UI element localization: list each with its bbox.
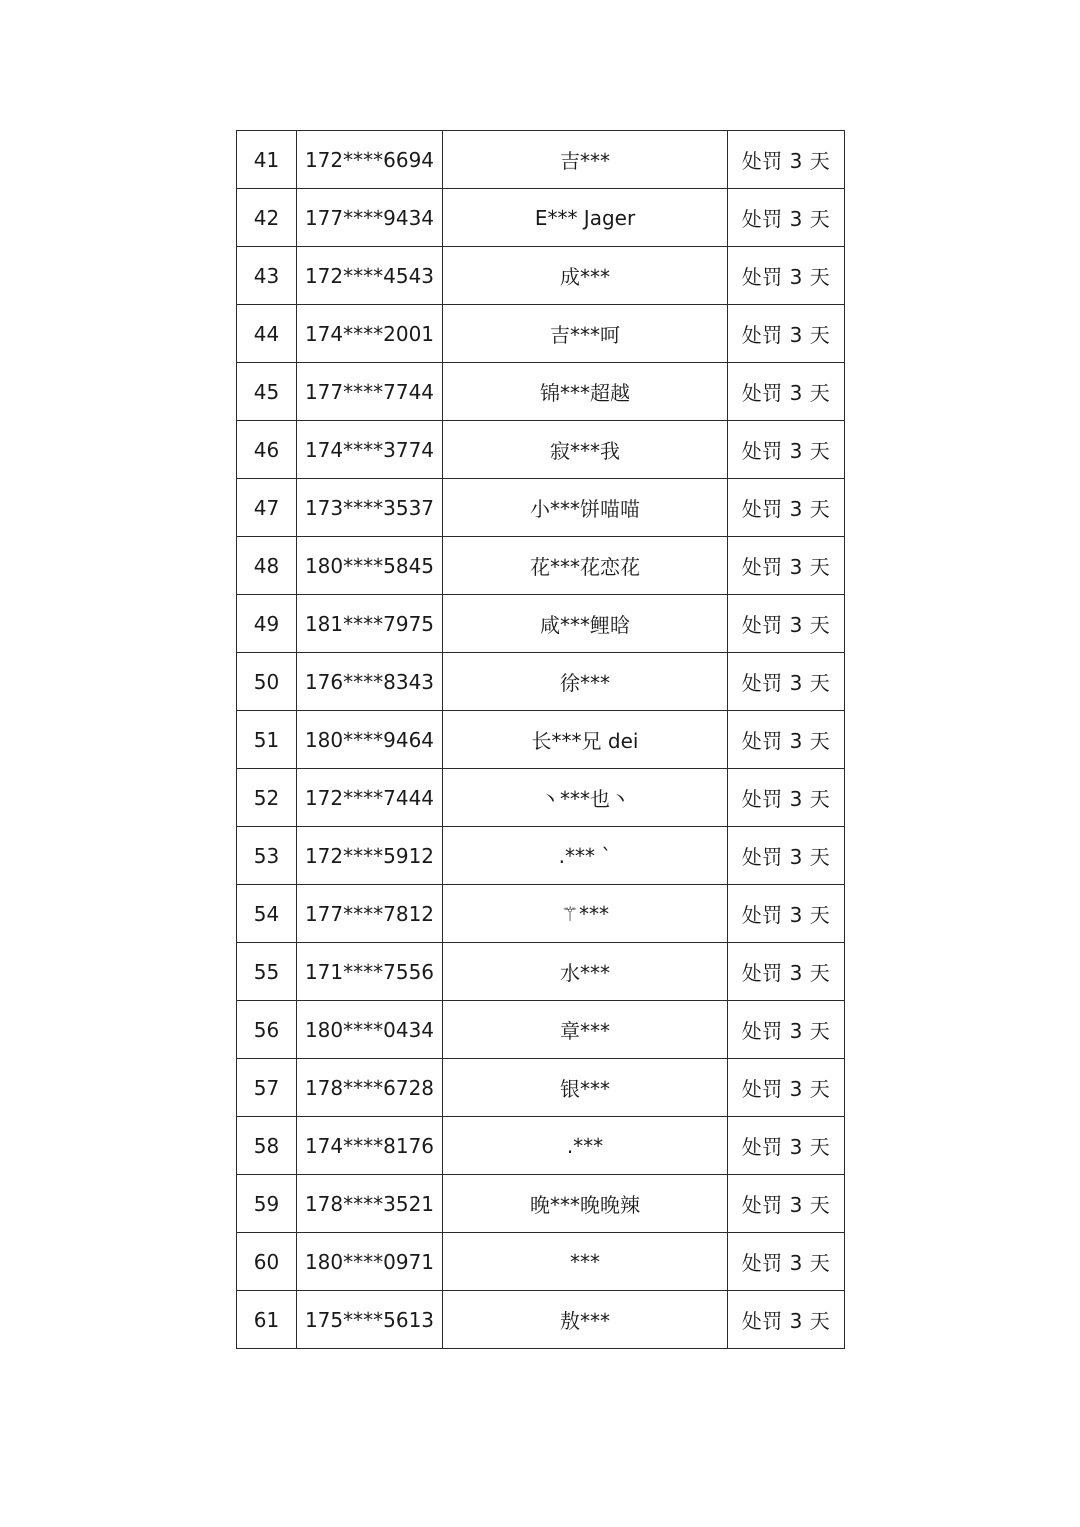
- nickname-cell: 咸***鲤晗: [443, 595, 728, 653]
- nickname-cell: 晚***晚晚辣: [443, 1175, 728, 1233]
- phone-cell: 177****7744: [297, 363, 443, 421]
- table-row: [237, 1001, 845, 1059]
- penalty-cell: 处罚 3 天: [728, 1291, 845, 1349]
- table-row: [237, 363, 845, 421]
- row-index-cell: 55: [237, 943, 297, 1001]
- nickname-cell: 章***: [443, 1001, 728, 1059]
- table-row: [237, 885, 845, 943]
- penalty-cell: 处罚 3 天: [728, 363, 845, 421]
- penalty-cell: 处罚 3 天: [728, 1233, 845, 1291]
- penalty-cell: 处罚 3 天: [728, 1001, 845, 1059]
- phone-cell: 172****4543: [297, 247, 443, 305]
- nickname-cell: 花***花恋花: [443, 537, 728, 595]
- phone-cell: 173****3537: [297, 479, 443, 537]
- table-row: [237, 653, 845, 711]
- phone-cell: 176****8343: [297, 653, 443, 711]
- row-index-cell: 45: [237, 363, 297, 421]
- penalty-cell: 处罚 3 天: [728, 769, 845, 827]
- penalty-cell: 处罚 3 天: [728, 595, 845, 653]
- row-index-cell: 51: [237, 711, 297, 769]
- table-row: [237, 711, 845, 769]
- nickname-cell: 吉***: [443, 131, 728, 189]
- penalty-cell: 处罚 3 天: [728, 189, 845, 247]
- penalty-cell: 处罚 3 天: [728, 305, 845, 363]
- nickname-cell: 寂***我: [443, 421, 728, 479]
- row-index-cell: 48: [237, 537, 297, 595]
- phone-cell: 178****6728: [297, 1059, 443, 1117]
- nickname-cell: 长***兄 dei: [443, 711, 728, 769]
- nickname-cell: 成***: [443, 247, 728, 305]
- phone-cell: 172****7444: [297, 769, 443, 827]
- table-row: [237, 1117, 845, 1175]
- table-row: [237, 537, 845, 595]
- nickname-cell: 水***: [443, 943, 728, 1001]
- table-row: [237, 247, 845, 305]
- phone-cell: 181****7975: [297, 595, 443, 653]
- penalty-cell: 处罚 3 天: [728, 711, 845, 769]
- penalty-cell: 处罚 3 天: [728, 131, 845, 189]
- table-row: [237, 943, 845, 1001]
- row-index-cell: 42: [237, 189, 297, 247]
- phone-cell: 180****5845: [297, 537, 443, 595]
- nickname-cell: 吉***呵: [443, 305, 728, 363]
- row-index-cell: 56: [237, 1001, 297, 1059]
- row-index-cell: 60: [237, 1233, 297, 1291]
- penalty-cell: 处罚 3 天: [728, 1117, 845, 1175]
- table-row: [237, 827, 845, 885]
- phone-cell: 174****2001: [297, 305, 443, 363]
- penalty-cell: 处罚 3 天: [728, 827, 845, 885]
- row-index-cell: 47: [237, 479, 297, 537]
- table-row: [237, 479, 845, 537]
- table-row: [237, 1233, 845, 1291]
- phone-cell: 171****7556: [297, 943, 443, 1001]
- penalty-cell: 处罚 3 天: [728, 1175, 845, 1233]
- penalty-table-body: [237, 131, 845, 1349]
- row-index-cell: 58: [237, 1117, 297, 1175]
- nickname-cell: ***: [443, 1233, 728, 1291]
- phone-cell: 172****5912: [297, 827, 443, 885]
- phone-cell: 174****8176: [297, 1117, 443, 1175]
- phone-cell: 177****7812: [297, 885, 443, 943]
- penalty-cell: 处罚 3 天: [728, 537, 845, 595]
- table-row: [237, 131, 845, 189]
- table-row: [237, 421, 845, 479]
- nickname-cell: .*** `: [443, 827, 728, 885]
- row-index-cell: 46: [237, 421, 297, 479]
- nickname-cell: 敖***: [443, 1291, 728, 1349]
- phone-cell: 177****9434: [297, 189, 443, 247]
- table-row: [237, 1059, 845, 1117]
- table-row: [237, 769, 845, 827]
- row-index-cell: 57: [237, 1059, 297, 1117]
- penalty-cell: 处罚 3 天: [728, 1059, 845, 1117]
- penalty-cell: 处罚 3 天: [728, 421, 845, 479]
- table-row: [237, 1291, 845, 1349]
- penalty-cell: 处罚 3 天: [728, 885, 845, 943]
- row-index-cell: 59: [237, 1175, 297, 1233]
- phone-cell: 174****3774: [297, 421, 443, 479]
- table-row: [237, 189, 845, 247]
- phone-cell: 172****6694: [297, 131, 443, 189]
- table-row: [237, 595, 845, 653]
- nickname-cell: 小***饼喵喵: [443, 479, 728, 537]
- penalty-cell: 处罚 3 天: [728, 479, 845, 537]
- phone-cell: 180****9464: [297, 711, 443, 769]
- penalty-cell: 处罚 3 天: [728, 943, 845, 1001]
- nickname-cell: 丶***也丶: [443, 769, 728, 827]
- nickname-cell: ⚚***: [443, 885, 728, 943]
- row-index-cell: 53: [237, 827, 297, 885]
- row-index-cell: 44: [237, 305, 297, 363]
- phone-cell: 178****3521: [297, 1175, 443, 1233]
- nickname-cell: .***: [443, 1117, 728, 1175]
- table-row: [237, 305, 845, 363]
- penalty-cell: 处罚 3 天: [728, 653, 845, 711]
- nickname-cell: 徐***: [443, 653, 728, 711]
- row-index-cell: 43: [237, 247, 297, 305]
- table-row: [237, 1175, 845, 1233]
- penalty-table: [236, 130, 845, 1349]
- phone-cell: 180****0434: [297, 1001, 443, 1059]
- row-index-cell: 49: [237, 595, 297, 653]
- phone-cell: 175****5613: [297, 1291, 443, 1349]
- row-index-cell: 52: [237, 769, 297, 827]
- row-index-cell: 50: [237, 653, 297, 711]
- row-index-cell: 54: [237, 885, 297, 943]
- nickname-cell: 锦***超越: [443, 363, 728, 421]
- phone-cell: 180****0971: [297, 1233, 443, 1291]
- nickname-cell: E*** Jager: [443, 189, 728, 247]
- penalty-cell: 处罚 3 天: [728, 247, 845, 305]
- row-index-cell: 41: [237, 131, 297, 189]
- nickname-cell: 银***: [443, 1059, 728, 1117]
- row-index-cell: 61: [237, 1291, 297, 1349]
